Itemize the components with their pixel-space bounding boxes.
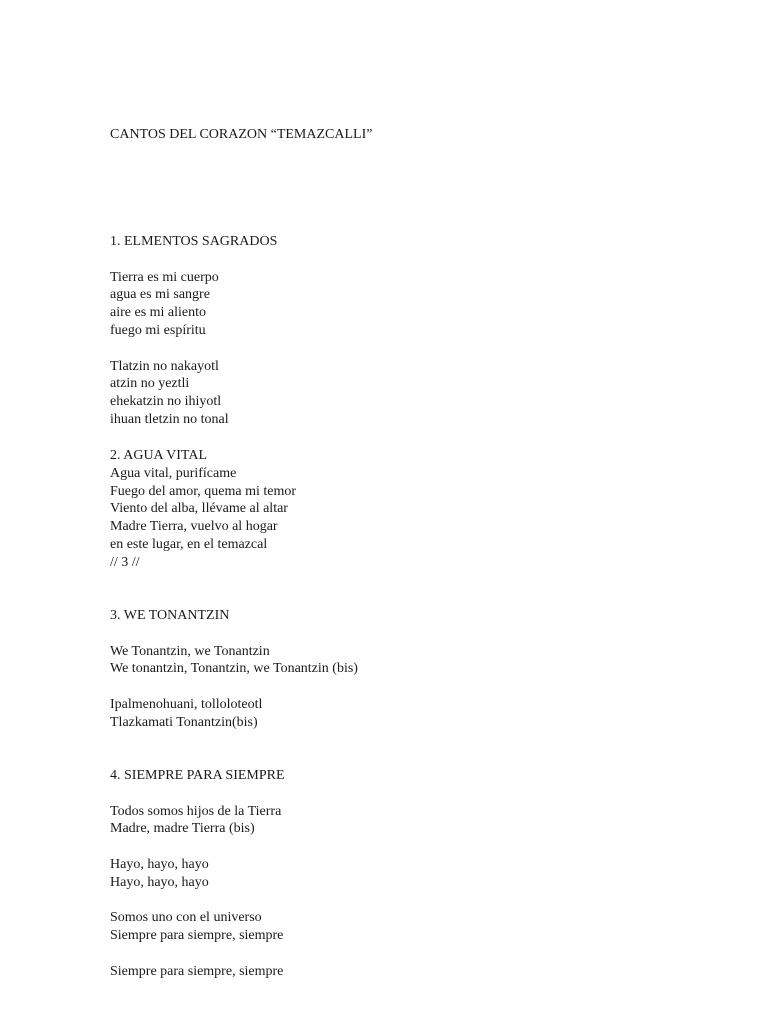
lyric-line: Somos uno con el universo — [110, 910, 262, 926]
lyric-line: Agua vital, purifícame — [110, 465, 237, 481]
lyric-line: Siempre para siempre, siempre — [110, 928, 284, 944]
lyric-line: agua es mi sangre — [110, 287, 210, 303]
lyric-line: Todos somos hijos de la Tierra — [110, 803, 282, 819]
lyric-line: Tierra es mi cuerpo — [110, 269, 219, 285]
lyric-line: We Tonantzin, we Tonantzin — [110, 643, 270, 659]
lyric-line: // 3 // — [110, 554, 140, 570]
lyric-line: Hayo, hayo, hayo — [110, 874, 209, 890]
lyric-line: Hayo, hayo, hayo — [110, 856, 209, 872]
lyric-line: atzin no yeztli — [110, 376, 190, 392]
lyric-line: Tlazkamati Tonantzin(bis) — [110, 714, 258, 730]
lyric-line: We tonantzin, Tonantzin, we Tonantzin (bis) — [110, 661, 358, 677]
lyric-line: fuego mi espíritu — [110, 322, 206, 338]
song-section-3 — [110, 607, 358, 732]
lyric-line: Madre, madre Tierra (bis) — [110, 821, 255, 837]
lyric-line: Tlatzin no nakayotl — [110, 358, 219, 374]
lyric-line: Viento del alba, llévame al altar — [110, 501, 288, 517]
document-title: CANTOS DEL CORAZON “TEMAZCALLI” — [110, 127, 373, 142]
song-section-2 — [110, 447, 296, 572]
song-heading: 4. SIEMPRE PARA SIEMPRE — [110, 768, 285, 783]
song-heading: 3. WE TONANTZIN — [110, 608, 230, 623]
song-section-1 — [110, 233, 277, 429]
song-section-4 — [110, 767, 285, 981]
lyric-line: Ipalmenohuani, tolloloteotl — [110, 696, 263, 712]
song-heading: 2. AGUA VITAL — [110, 448, 208, 463]
lyric-line: en este lugar, en el temazcal — [110, 536, 268, 552]
lyric-line: ehekatzin no ihiyotl — [110, 394, 222, 410]
song-heading: 1. ELMENTOS SAGRADOS — [110, 234, 278, 249]
lyric-line: Fuego del amor, quema mi temor — [110, 483, 297, 499]
lyric-line: Siempre para siempre, siempre — [110, 963, 284, 979]
lyric-line: Madre Tierra, vuelvo al hogar — [110, 519, 278, 535]
lyric-line: aire es mi aliento — [110, 305, 207, 321]
lyric-line: ihuan tletzin no tonal — [110, 411, 229, 427]
